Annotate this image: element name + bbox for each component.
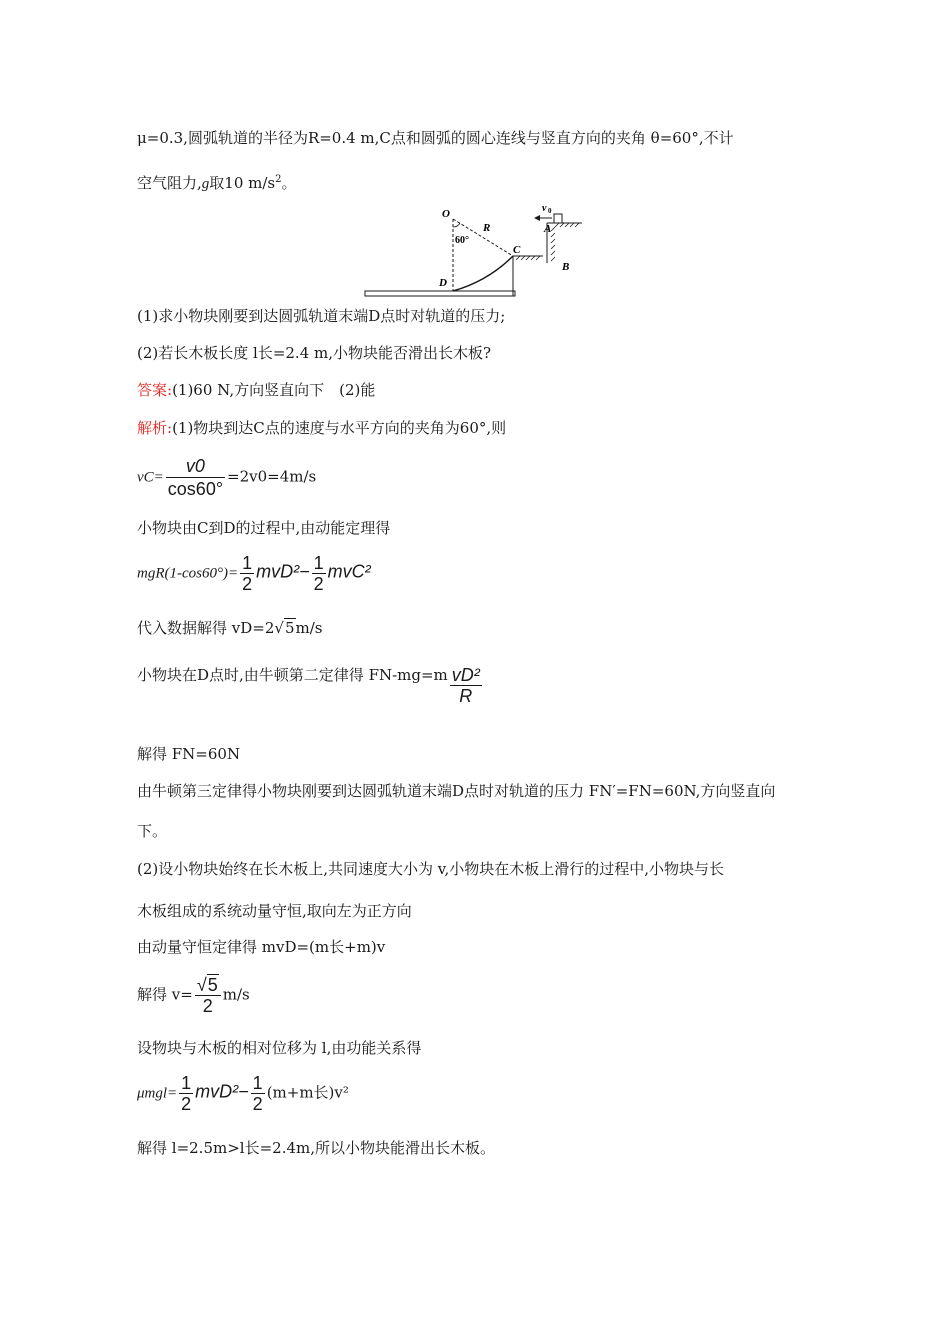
solve-v-frac bbox=[195, 975, 221, 1016]
third-law-1 bbox=[137, 781, 775, 801]
sqrt-rad: 5 bbox=[284, 619, 295, 637]
momentum bbox=[137, 937, 385, 957]
step-newton-text: 小物块在D点时,由牛顿第二定律得 FN-mg=m bbox=[137, 666, 448, 684]
eq-energy-mvc: mvC² bbox=[327, 561, 371, 582]
long-board bbox=[365, 291, 515, 296]
half-den-1: 2 bbox=[242, 574, 253, 594]
analysis-label: 解析: bbox=[137, 419, 173, 437]
intro-text-2c: 。 bbox=[281, 174, 297, 192]
analysis-text: (1)物块到达C点的速度与水平方向的夹角为60°,则 bbox=[172, 419, 507, 437]
label-c: C bbox=[513, 244, 521, 256]
arc-track bbox=[453, 256, 513, 291]
eq-work-half-1 bbox=[179, 1073, 193, 1114]
half-den-2: 2 bbox=[313, 574, 324, 594]
eq-work bbox=[137, 1073, 349, 1114]
intro-text-1: μ=0.3,圆弧轨道的半径为R=0.4 m,C点和圆弧的圆心连线与竖直方向的夹角 θ=60°,不计 bbox=[137, 129, 734, 147]
solve-v-rad: 5 bbox=[207, 975, 218, 995]
analysis-line-1 bbox=[137, 418, 506, 438]
intro-line-1 bbox=[137, 128, 734, 148]
eq-energy-half-2 bbox=[312, 553, 326, 594]
eq-energy-lhs: mgR(1-cos60°)= bbox=[137, 565, 239, 582]
momentum-text: 由动量守恒定律得 mvD=(m长+m)v bbox=[137, 938, 386, 956]
work-half-den-2: 2 bbox=[252, 1094, 263, 1114]
solve-v-unit: m/s bbox=[222, 985, 250, 1004]
disp-text: 设物块与木板的相对位移为 l,由功能关系得 bbox=[137, 1039, 422, 1057]
intro-g: g bbox=[201, 176, 210, 192]
eq-energy-mvd: mvD²− bbox=[256, 561, 310, 582]
part2-text-1: (2)设小物块始终在长木板上,共同速度大小为 v,小物块在木板上滑行的过程中,小物块与长 bbox=[137, 860, 725, 878]
newton-num: vD² bbox=[451, 665, 480, 685]
work-half-den-1: 2 bbox=[181, 1094, 192, 1114]
final bbox=[137, 1138, 495, 1158]
question-1-text: (1)求小物块刚要到达圆弧轨道末端D点时对轨道的压力; bbox=[137, 307, 506, 325]
solve-v-num bbox=[195, 975, 221, 995]
arrow-head bbox=[534, 215, 540, 221]
eq-vc-num: v0 bbox=[185, 456, 205, 476]
part2-line-1 bbox=[137, 859, 724, 879]
answer-text: (1)60 N,方向竖直向下 (2)能 bbox=[172, 381, 376, 399]
disp bbox=[137, 1038, 421, 1058]
eq-vc-lhs: vC= bbox=[137, 469, 164, 486]
eq-vc-den: cos60° bbox=[167, 479, 224, 499]
small-block bbox=[554, 214, 562, 223]
a-hatch bbox=[551, 223, 579, 261]
solve-v-pre: 解得 v= bbox=[137, 985, 193, 1004]
sqrt-symbol: √5 bbox=[274, 619, 295, 637]
eq-work-lhs: μmgl= bbox=[137, 1085, 178, 1102]
eq-energy bbox=[137, 553, 371, 594]
newton-den: R bbox=[450, 685, 482, 706]
c-hatch bbox=[516, 256, 540, 260]
part2-line-2 bbox=[137, 901, 412, 921]
step-cd bbox=[137, 518, 390, 538]
intro-line-2 bbox=[137, 170, 297, 194]
newton-frac bbox=[450, 665, 482, 706]
result-fn-text: 解得 FN=60N bbox=[137, 745, 241, 763]
label-r: R bbox=[483, 222, 491, 234]
step-sub-text: 代入数据解得 vD=2 bbox=[137, 619, 275, 637]
question-2-text: (2)若长木板长度 l长=2.4 m,小物块能否滑出长木板? bbox=[137, 344, 492, 362]
solve-v bbox=[137, 975, 250, 1016]
track-diagram bbox=[360, 197, 600, 301]
step-sub bbox=[137, 618, 322, 638]
third-law-2-text: 下。 bbox=[137, 822, 168, 840]
intro-text-2b: 取10 m/s bbox=[209, 174, 276, 192]
intro-text-2a: 空气阻力, bbox=[137, 174, 202, 192]
work-half-num-2: 1 bbox=[252, 1073, 263, 1093]
eq-vc bbox=[137, 455, 316, 500]
third-law-2 bbox=[137, 821, 167, 841]
solve-v-den: 2 bbox=[195, 995, 221, 1016]
label-v0: v bbox=[542, 203, 547, 214]
solve-v-sqrt: √5 bbox=[196, 975, 218, 995]
intro-sup: 2 bbox=[275, 174, 282, 185]
question-2 bbox=[137, 343, 491, 363]
eq-vc-rhs: =2v0=4m/s bbox=[227, 467, 317, 486]
angle-arc bbox=[453, 223, 460, 227]
half-num-1: 1 bbox=[242, 553, 253, 573]
step-newton bbox=[137, 665, 484, 706]
work-half-num-1: 1 bbox=[181, 1073, 192, 1093]
eq-energy-half-1 bbox=[240, 553, 254, 594]
label-o: O bbox=[442, 208, 450, 220]
third-law-1-text: 由牛顿第三定律得小物块刚要到达圆弧轨道末端D点时对轨道的压力 FN′=FN=60N,方向竖直向 bbox=[137, 782, 776, 800]
final-text: 解得 l=2.5m>l长=2.4m,所以小物块能滑出长木板。 bbox=[137, 1139, 495, 1157]
part2-text-2: 木板组成的系统动量守恒,取向左为正方向 bbox=[137, 902, 412, 920]
step-cd-text: 小物块由C到D的过程中,由动能定理得 bbox=[137, 519, 391, 537]
label-b: B bbox=[562, 261, 570, 273]
label-a: A bbox=[544, 223, 552, 235]
step-sub-unit: m/s bbox=[295, 619, 323, 637]
label-v0-sub: 0 bbox=[548, 207, 552, 215]
eq-vc-frac bbox=[166, 455, 225, 500]
half-num-2: 1 bbox=[313, 553, 324, 573]
eq-work-rhs: (m+m长)v² bbox=[266, 1083, 349, 1102]
eq-work-half-2 bbox=[251, 1073, 265, 1114]
question-1 bbox=[137, 306, 505, 326]
eq-work-mid: mvD²− bbox=[195, 1081, 249, 1102]
label-angle: 60° bbox=[455, 235, 469, 246]
result-fn bbox=[137, 744, 240, 764]
label-d: D bbox=[439, 277, 447, 289]
answer-label: 答案: bbox=[137, 381, 173, 399]
answer-line bbox=[137, 380, 375, 400]
